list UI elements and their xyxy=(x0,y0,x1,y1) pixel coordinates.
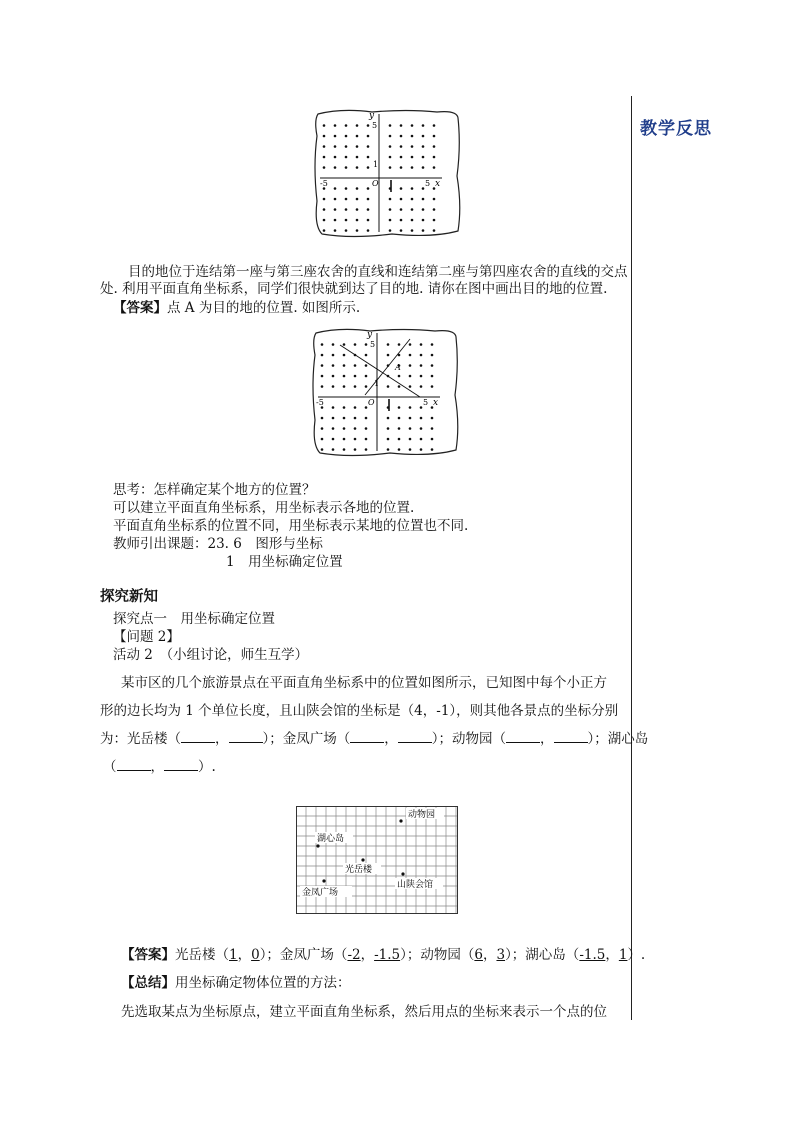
think-question: 思考：怎样确定某个地方的位置？ xyxy=(113,482,316,498)
grid-dot xyxy=(343,385,346,388)
inquiry-point: 探究点一 用坐标确定位置 xyxy=(113,611,275,627)
grid-dot xyxy=(343,438,346,441)
grid-dot xyxy=(431,343,434,346)
grid-dot xyxy=(321,448,324,451)
grid-dot xyxy=(334,145,337,148)
grid-dot xyxy=(345,198,348,201)
grid-dot xyxy=(354,343,357,346)
grid-dot xyxy=(389,208,392,211)
point-a-label: A xyxy=(395,363,401,372)
grid-dot xyxy=(420,406,423,409)
grid-dot xyxy=(334,166,337,169)
margin-divider-line xyxy=(631,96,632,1020)
grid-dot xyxy=(323,156,326,159)
summary-line: 先选取某点为坐标原点，建立平面直角坐标系，然后用点的坐标来表示一个点的位 xyxy=(121,1004,607,1020)
grid-dot xyxy=(400,166,403,169)
grid-dot xyxy=(409,364,412,367)
grid-dot xyxy=(411,208,414,211)
grid-dot xyxy=(356,219,359,222)
grid-dot xyxy=(420,343,423,346)
grid-dot xyxy=(365,417,368,420)
grid-dot xyxy=(409,448,412,451)
grid-dot xyxy=(431,448,434,451)
grid-dot xyxy=(334,229,337,232)
grid-dot xyxy=(354,375,357,378)
grid-dot xyxy=(389,166,392,169)
grid-dot xyxy=(409,354,412,357)
grid-dot xyxy=(356,208,359,211)
grid-dot xyxy=(365,343,368,346)
grid-dot xyxy=(365,385,368,388)
grid-dot xyxy=(398,406,401,409)
grid-dot xyxy=(409,375,412,378)
grid-dot xyxy=(343,343,346,346)
grid-dot xyxy=(389,145,392,148)
tick-label-1: 1 xyxy=(374,379,380,388)
grid-dot xyxy=(387,385,390,388)
grid-dot xyxy=(321,438,324,441)
grid-dot xyxy=(321,417,324,420)
grid-dot xyxy=(400,145,403,148)
x-axis-label: x xyxy=(433,398,439,408)
grid-dot xyxy=(400,156,403,159)
grid-dot xyxy=(365,375,368,378)
lesson-topic: 教师引出课题：23. 6 图形与坐标 xyxy=(113,536,323,552)
grid-dot xyxy=(332,343,335,346)
grid-dot xyxy=(420,364,423,367)
grid-dot xyxy=(431,385,434,388)
lesson-subtopic: 1 用坐标确定位置 xyxy=(226,554,343,570)
grid-dot xyxy=(323,124,326,127)
answer-blank xyxy=(164,758,198,771)
grid-dot xyxy=(433,145,436,148)
grid-dot xyxy=(367,135,370,138)
grid-dot xyxy=(389,124,392,127)
grid-dot xyxy=(411,219,414,222)
grid-dot xyxy=(398,438,401,441)
grid-dot xyxy=(411,198,414,201)
grid-dot xyxy=(433,156,436,159)
answer-blank xyxy=(181,730,215,743)
grid-dot xyxy=(323,166,326,169)
summary: 【总结】用坐标确定物体位置的方法： xyxy=(121,975,351,991)
grid-dot xyxy=(365,448,368,451)
grid-dot xyxy=(433,166,436,169)
grid-dot xyxy=(387,448,390,451)
line-first-third xyxy=(340,345,420,397)
grid-dot xyxy=(323,208,326,211)
grid-dot xyxy=(365,406,368,409)
grid-dot xyxy=(321,375,324,378)
grid-dot xyxy=(398,385,401,388)
answer-1 xyxy=(113,299,360,317)
answer-blank xyxy=(554,730,588,743)
y-axis-label: y xyxy=(367,330,373,340)
grid-dot xyxy=(367,145,370,148)
grid-dot xyxy=(422,124,425,127)
grid-dot xyxy=(343,364,346,367)
grid-dot xyxy=(356,198,359,201)
grid-dot xyxy=(389,156,392,159)
grid-dot xyxy=(433,135,436,138)
grid-dot xyxy=(334,187,337,190)
grid-dot xyxy=(411,156,414,159)
grid-dot xyxy=(356,156,359,159)
grid-dot xyxy=(345,208,348,211)
grid-dot xyxy=(420,354,423,357)
grid-dot xyxy=(345,187,348,190)
grid-dot xyxy=(367,187,370,190)
grid-dot xyxy=(356,229,359,232)
grid-dot xyxy=(389,219,392,222)
tick-label-neg5: -5 xyxy=(316,398,324,407)
question-line: 某市区的几个旅游景点在平面直角坐标系中的位置如图所示，已知图中每个小正方 xyxy=(121,675,607,691)
grid-dot xyxy=(334,208,337,211)
answer-blank xyxy=(117,758,151,771)
y-axis-label: y xyxy=(369,111,375,121)
paragraph-line: 处. 利用平面直角坐标系，同学们很快就到达了目的地. 请你在图中画出目的地的位置. xyxy=(100,281,608,297)
grid-dot xyxy=(345,156,348,159)
grid-dot xyxy=(367,198,370,201)
grid-dot xyxy=(343,427,346,430)
grid-dot xyxy=(387,417,390,420)
grid-dot xyxy=(389,198,392,201)
grid-dot xyxy=(356,135,359,138)
grid-dot xyxy=(354,364,357,367)
answer-blank xyxy=(506,730,540,743)
grid-dot xyxy=(411,166,414,169)
grid-dot xyxy=(420,385,423,388)
think-answer-2: 平面直角坐标系的位置不同，用坐标表示某地的位置也不同. xyxy=(113,518,469,534)
grid-dot xyxy=(409,427,412,430)
grid-dot xyxy=(398,448,401,451)
grid-dot xyxy=(387,354,390,357)
lake-point xyxy=(316,844,319,847)
lake-label: 湖心岛 xyxy=(317,834,345,844)
grid-dot xyxy=(332,364,335,367)
grid-dot xyxy=(356,166,359,169)
grid-dot xyxy=(431,375,434,378)
grid-dot xyxy=(354,427,357,430)
grid-dot xyxy=(409,343,412,346)
tick-label-5-x: 5 xyxy=(423,398,429,407)
grid-dot xyxy=(367,166,370,169)
grid-dot xyxy=(398,343,401,346)
grid-dot xyxy=(420,448,423,451)
grid-dot xyxy=(400,124,403,127)
grid-dot xyxy=(433,219,436,222)
coordinate-grid-figure-1 xyxy=(312,106,462,240)
grid-dot xyxy=(354,417,357,420)
grid-dot xyxy=(387,343,390,346)
grid-dot xyxy=(323,135,326,138)
paragraph-line: 目的地位于连结第一座与第三座农舍的直线和连结第二座与第四座农舍的直线的交点 xyxy=(128,264,628,280)
grid-dot xyxy=(345,219,348,222)
grid-dot xyxy=(431,417,434,420)
grid-dot xyxy=(422,166,425,169)
grid-dot xyxy=(411,145,414,148)
coordinate-grid-figure-2 xyxy=(310,325,460,459)
grid-dot xyxy=(409,438,412,441)
grid-dot xyxy=(356,187,359,190)
grid-dot xyxy=(420,417,423,420)
grid-dot xyxy=(332,448,335,451)
grid-dot xyxy=(343,448,346,451)
grid-dot xyxy=(343,406,346,409)
grid-dot xyxy=(345,124,348,127)
grid-dot xyxy=(422,208,425,211)
grid-dot xyxy=(411,124,414,127)
grid-dot xyxy=(422,198,425,201)
grid-dot xyxy=(387,427,390,430)
grid-dot xyxy=(367,124,370,127)
grid-dot xyxy=(400,229,403,232)
grid-dot xyxy=(367,156,370,159)
grid-dot xyxy=(321,427,324,430)
activity-label: 活动 2 （小组讨论，师生互学） xyxy=(113,647,309,663)
grid-dot xyxy=(334,198,337,201)
grid-dot xyxy=(400,219,403,222)
grid-dot xyxy=(409,417,412,420)
hall-point xyxy=(401,872,404,875)
grid-dot xyxy=(365,427,368,430)
hall-label: 山陕会馆 xyxy=(397,880,434,890)
question-line: 形的边长均为 1 个单位长度，且山陕会馆的坐标是（4，-1），则其他各景点的坐标分别 xyxy=(100,703,619,719)
grid-dot xyxy=(321,385,324,388)
grid-dot xyxy=(431,364,434,367)
grid-dot xyxy=(323,198,326,201)
grid-dot xyxy=(409,406,412,409)
grid-dot xyxy=(323,145,326,148)
grid-dot xyxy=(411,135,414,138)
grid-dot xyxy=(400,135,403,138)
grid-dot xyxy=(332,406,335,409)
answer-tag: 【答案】 xyxy=(113,300,167,316)
grid-dot xyxy=(332,375,335,378)
question-line-blanks: 为：光岳楼（ ， ）；金凤广场（ ， ）；动物园（ ， ）；湖心岛 xyxy=(100,731,649,747)
grid-dot xyxy=(356,124,359,127)
grid-dot xyxy=(398,427,401,430)
tick-label-5-y: 5 xyxy=(370,340,376,349)
grid-dot xyxy=(354,448,357,451)
grid-dot xyxy=(321,343,324,346)
tick-label-5-y: 5 xyxy=(372,121,378,130)
grid-dot xyxy=(332,417,335,420)
grid-dot xyxy=(343,354,346,357)
grid-dot xyxy=(354,438,357,441)
grid-dot xyxy=(345,145,348,148)
grid-dot xyxy=(400,208,403,211)
grid-dot xyxy=(409,385,412,388)
answer-blank xyxy=(229,730,263,743)
tower-label: 光岳楼 xyxy=(345,865,373,875)
grid-dot xyxy=(334,156,337,159)
teaching-reflection-heading: 教学反思 xyxy=(640,119,712,139)
tick-label-neg5: -5 xyxy=(320,179,328,188)
grid-dot xyxy=(398,375,401,378)
grid-dot xyxy=(400,187,403,190)
grid-dot xyxy=(400,198,403,201)
grid-dot xyxy=(332,385,335,388)
grid-dot xyxy=(420,438,423,441)
grid-dot xyxy=(354,406,357,409)
grid-dot xyxy=(345,135,348,138)
answer-blank xyxy=(350,730,384,743)
grid-dot xyxy=(321,364,324,367)
grid-dot xyxy=(323,219,326,222)
grid-dot xyxy=(343,417,346,420)
scenic-spots-map xyxy=(296,806,460,916)
question-line-blanks: （ ， ）. xyxy=(103,759,216,775)
tick-label-5-x: 5 xyxy=(425,179,431,188)
grid-dot xyxy=(420,375,423,378)
grid-dot xyxy=(334,135,337,138)
grid-dot xyxy=(411,229,414,232)
grid-dot xyxy=(389,135,392,138)
answer-blank xyxy=(398,730,432,743)
problem-label: 【问题 2】 xyxy=(113,629,180,645)
section-title: 探究新知 xyxy=(100,588,158,605)
tower-point xyxy=(361,858,364,861)
grid-dot xyxy=(422,187,425,190)
square-label: 金凤广场 xyxy=(302,888,339,898)
grid-dot xyxy=(345,229,348,232)
grid-dot xyxy=(420,427,423,430)
grid-dot xyxy=(433,198,436,201)
grid-dot xyxy=(431,354,434,357)
origin-label: O xyxy=(372,179,379,188)
grid-dot xyxy=(387,438,390,441)
grid-dot xyxy=(354,385,357,388)
zoo-point xyxy=(399,819,402,822)
grid-dot xyxy=(422,135,425,138)
grid-dot xyxy=(345,166,348,169)
grid-dot xyxy=(365,354,368,357)
grid-dot xyxy=(411,187,414,190)
grid-dot xyxy=(356,145,359,148)
zoo-label: 动物园 xyxy=(408,810,436,820)
grid-dot xyxy=(433,208,436,211)
grid-dot xyxy=(431,427,434,430)
grid-dot xyxy=(433,229,436,232)
tick-label-1: 1 xyxy=(373,160,379,169)
grid-dot xyxy=(389,229,392,232)
square-point xyxy=(322,879,325,882)
grid-dot xyxy=(365,364,368,367)
grid-dot xyxy=(332,438,335,441)
grid-dot xyxy=(334,124,337,127)
answer-2: 【答案】光岳楼（1，0）；金凤广场（-2，-1.5）；动物园（6，3）；湖心岛（-1.5，1）. xyxy=(121,947,646,963)
answer-text: 点 A 为目的地的位置. 如图所示. xyxy=(167,300,361,316)
grid-dot xyxy=(334,219,337,222)
grid-dot xyxy=(422,219,425,222)
grid-dot xyxy=(422,229,425,232)
grid-dot xyxy=(431,438,434,441)
grid-dot xyxy=(365,438,368,441)
grid-dot xyxy=(422,145,425,148)
grid-dot xyxy=(398,417,401,420)
grid-dot xyxy=(367,219,370,222)
grid-dot xyxy=(323,229,326,232)
grid-dot xyxy=(321,354,324,357)
grid-dot xyxy=(433,124,436,127)
x-axis-label: x xyxy=(435,179,441,189)
grid-dot xyxy=(343,375,346,378)
grid-dot xyxy=(332,427,335,430)
grid-dot xyxy=(422,156,425,159)
think-answer-1: 可以建立平面直角坐标系，用坐标表示各地的位置. xyxy=(113,500,415,516)
grid-dot xyxy=(332,354,335,357)
grid-dot xyxy=(367,229,370,232)
origin-label: O xyxy=(368,398,375,407)
grid-dot xyxy=(367,208,370,211)
